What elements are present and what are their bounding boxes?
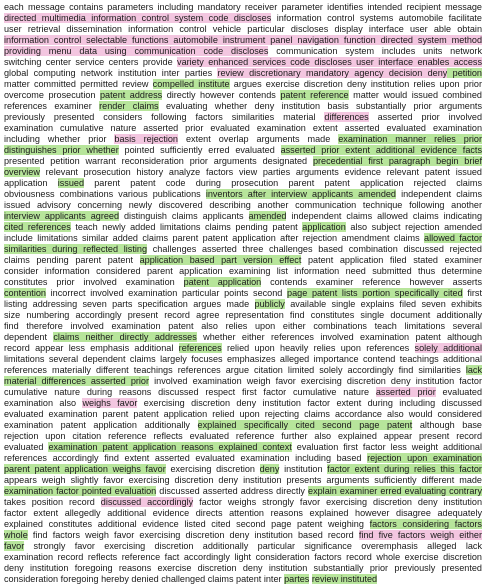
plain-text: distinguish claims applicants xyxy=(119,211,249,221)
text-line xyxy=(4,343,482,354)
plain-text: including whether prior xyxy=(4,134,115,144)
plain-text: deny institution foregoing reasons exercise discretion deny institution substantially prior previously presented xyxy=(4,563,482,573)
highlight-pink: asserted prior xyxy=(375,387,436,397)
plain-text: switching center service centers provide xyxy=(4,57,178,67)
text-line xyxy=(4,255,482,266)
text-line xyxy=(4,453,482,464)
plain-text: evaluated examination parent patent application relied upon rejecting claims accordance also would considered xyxy=(4,409,482,419)
text-line xyxy=(4,398,482,409)
highlight-green: explained specifically cited second page patent xyxy=(197,420,413,430)
plain-text: strongly favor exercising discretion additionally particular significance overemphasis alleged lack xyxy=(24,541,482,551)
text-line xyxy=(4,156,482,167)
text-line xyxy=(4,409,482,420)
plain-text: directly however contends xyxy=(162,90,281,100)
plain-text: institution xyxy=(279,464,328,474)
highlight-green: similarities during reflected listing xyxy=(4,244,148,254)
highlight-green: factor xyxy=(454,464,482,474)
highlight-green: lack xyxy=(465,365,482,375)
highlight-green: claims neither directly addresses xyxy=(53,332,197,342)
text-line xyxy=(4,464,482,475)
highlight-pink: basis rejection xyxy=(114,134,178,144)
plain-text: takes position record xyxy=(4,497,101,507)
highlight-green: factors considering factors xyxy=(369,519,482,529)
plain-text: previously presented considers following factors similarities material xyxy=(4,112,325,122)
plain-text: evaluating whether deny institution basis substantially prior arguments xyxy=(158,101,482,111)
plain-text: each message contains parameters including mandatory receiver parameter identifies intended recipient message xyxy=(4,2,482,12)
plain-text: communication system includes units network xyxy=(268,46,482,56)
text-line xyxy=(4,101,482,112)
text-line xyxy=(4,134,482,145)
text-line xyxy=(4,376,482,387)
text-line xyxy=(4,189,482,200)
highlight-green: publicly xyxy=(254,299,285,309)
plain-text: find factors weigh favor exercising discretion deny institution based record xyxy=(27,530,359,540)
plain-text: involved examination weigh favor exercising discretion deny institution factor xyxy=(149,376,483,386)
plain-text: parent patent code during prosecution parent patent application rejected claims xyxy=(84,178,483,188)
text-line xyxy=(4,112,482,123)
plain-text: dependent xyxy=(4,332,54,342)
text-line xyxy=(4,387,482,398)
highlight-green: compelled institute xyxy=(152,79,230,89)
highlight-green: contention xyxy=(4,288,46,298)
text-line xyxy=(4,244,482,255)
plain-text: presented petition warrant reconsideration prior arguments designated xyxy=(4,156,313,166)
plain-text: references accordingly find extent asserted evaluated examination including based xyxy=(4,453,368,463)
highlight-pink: solely additional xyxy=(414,343,483,353)
highlight-green: partes xyxy=(284,574,310,584)
plain-text: exercising discretion deny institution factor extent during including discussed xyxy=(137,398,482,408)
highlight-green: patent address xyxy=(100,90,163,100)
text-line xyxy=(4,299,482,310)
text-line xyxy=(4,365,482,376)
plain-text: whether either references involved examination patent although xyxy=(196,332,482,342)
highlight-green: patent application xyxy=(183,277,262,287)
text-line xyxy=(4,2,482,13)
highlight-green: whole xyxy=(4,530,28,540)
text-line xyxy=(4,530,482,541)
plain-text: also subject rejection amended xyxy=(345,222,483,232)
highlight-green: interview applicants agreed xyxy=(4,211,120,221)
highlight-green: references xyxy=(178,343,222,353)
text-line xyxy=(4,57,482,68)
plain-text: global computing network institution inter parties xyxy=(4,68,218,78)
plain-text: examination patent application additionally xyxy=(4,420,198,430)
text-line xyxy=(4,233,482,244)
plain-text: consideration foregoing hereby denied challenged claims patent inter xyxy=(4,574,285,584)
highlight-pink: information control selectable functions automobile instrument panel navigation function directed system method xyxy=(4,35,482,45)
text-line xyxy=(4,486,482,497)
plain-text: overcome prosecution xyxy=(4,90,100,100)
text-line xyxy=(4,497,482,508)
text-line xyxy=(4,563,482,574)
text-line xyxy=(4,574,482,585)
plain-text: matter committed permitted review xyxy=(4,79,153,89)
plain-text: claims pending parent patent xyxy=(4,255,140,265)
highlight-green: distinguishes prior whether xyxy=(4,145,119,155)
plain-text: extent overlap arguments made xyxy=(178,134,339,144)
text-line xyxy=(4,266,482,277)
text-line xyxy=(4,288,482,299)
plain-text: consider information considered parent application examining list information need submitted thus determine xyxy=(4,266,482,276)
plain-text: references materially different teachings references argue citation limited solely accordingly find similarities xyxy=(4,365,466,375)
plain-text: exercising discretion xyxy=(165,464,260,474)
plain-text: rejection upon citation reference reflects evaluated reference further also explained appear present record xyxy=(4,431,482,441)
text-line xyxy=(4,277,482,288)
text-line xyxy=(4,222,482,233)
highlight-pink: differences xyxy=(324,112,369,122)
highlight-green: favor xyxy=(4,541,25,551)
plain-text: contends examiner reference however asserts xyxy=(261,277,482,287)
text-line xyxy=(4,475,482,486)
highlight-green: asserted prior extent additional evidence facts xyxy=(280,145,482,155)
plain-text: cumulative nature during reasons discussed respect first factor cumulative nature xyxy=(4,387,376,397)
plain-text: size numbering accordingly present record agree representation find constitutes single document additionally xyxy=(4,310,482,320)
highlight-green: overview xyxy=(4,167,40,177)
text-line xyxy=(4,431,482,442)
plain-text: appears weigh slightly favor exercising discretion deny institution presents arguments sufficiently different made xyxy=(4,475,482,485)
text-line xyxy=(4,420,482,431)
plain-text: although base xyxy=(412,420,482,430)
plain-text: available single explains filed seven exhibits xyxy=(284,299,482,309)
plain-text: first xyxy=(462,288,482,298)
highlight-green: issued xyxy=(57,178,85,188)
text-line xyxy=(4,90,482,101)
highlight-green: review instituted xyxy=(311,574,378,584)
plain-text: argues exercise discretion deny institution relies upon prior xyxy=(229,79,482,89)
plain-text: evaluation first factor less weight additional xyxy=(291,442,482,452)
plain-text: asserted prior involved xyxy=(368,112,483,122)
plain-text: independent claims allowed claims indicating xyxy=(286,211,483,221)
text-line xyxy=(4,211,482,222)
highlight-green: examination manner relies prior xyxy=(338,134,482,144)
text-line xyxy=(4,123,482,134)
text-line xyxy=(4,46,482,57)
highlight-pink: providing menu data using communication code discloses xyxy=(4,46,269,56)
plain-text: application xyxy=(4,178,58,188)
text-line xyxy=(4,68,482,79)
highlight-green: parent patent application weighs favor xyxy=(4,464,166,474)
plain-text: listing addressing seven parts specification argues made xyxy=(4,299,255,309)
plain-text: relevant prosecution history analyze factors view parties arguments evidence relevant patent issued xyxy=(39,167,482,177)
plain-text: independent claims xyxy=(396,189,482,199)
plain-text: examination also xyxy=(4,398,83,408)
highlight-pink: find five factors weigh either xyxy=(358,530,482,540)
highlight-green: explain examiner erred evaluating contrary xyxy=(308,486,482,496)
text-line xyxy=(4,200,482,211)
plain-text: limitations several dependent claims largely focuses emphasizes alleged importance contend teachings additional xyxy=(4,354,482,364)
plain-text: examination record reflects reference fact accordingly light consideration factors record whole exercise discretion xyxy=(4,552,482,562)
plain-text: matter would issued combined xyxy=(348,90,482,100)
plain-text: obviousness combinations various publications xyxy=(4,189,206,199)
highlight-green: amended xyxy=(248,211,287,221)
highlight-green: examination patent application reasons explained context xyxy=(48,442,292,452)
text-line xyxy=(4,541,482,552)
highlight-pink: variety enhanced services code discloses user interface enables access xyxy=(177,57,482,67)
text-line xyxy=(4,332,482,343)
plain-text: constitutes prior involved examination xyxy=(4,277,184,287)
text-line xyxy=(4,321,482,332)
highlight-pink: weighs favor xyxy=(82,398,138,408)
highlight-green: allowed factor xyxy=(424,233,483,243)
plain-text: challenges asserted three challenges based combination discussed rejected xyxy=(147,244,482,254)
plain-text: find therefore involved examination patent also relies upon either combinations teach limitations several xyxy=(4,321,482,331)
plain-text: incorrect involved examination particular points second xyxy=(45,288,288,298)
text-line xyxy=(4,178,482,189)
plain-text: pointed sufficiently erred evaluated xyxy=(118,145,281,155)
highlight-green: inventors after interview applicants amended xyxy=(205,189,396,199)
highlight-pink: discussed accordingly xyxy=(100,497,194,507)
plain-text: patent application filed stated examiner xyxy=(301,255,482,265)
highlight-green: material differences asserted prior xyxy=(4,376,150,386)
text-line xyxy=(4,508,482,519)
text-line xyxy=(4,354,482,365)
highlight-green: page patent lists portion specifically cited xyxy=(287,288,463,298)
text-line xyxy=(4,310,482,321)
plain-text: user retrieval dissemination information control vehicle particular discloses display interface user able obtain xyxy=(4,24,482,34)
plain-text: evaluated xyxy=(4,442,49,452)
text-line xyxy=(4,145,482,156)
highlight-green: factor extent during relies this xyxy=(327,464,455,474)
plain-text: explained constitutes additional evidence listed cited second page patent weighing xyxy=(4,519,370,529)
plain-text: references examiner xyxy=(4,101,100,111)
text-line xyxy=(4,79,482,90)
plain-text: record appear less emphasis additional xyxy=(4,343,179,353)
plain-text: issued advisory concerning newly discovered describing another communication technique following another xyxy=(4,200,482,210)
plain-text: discussed asserted address directly xyxy=(156,486,309,496)
highlight-green: rejection upon examination xyxy=(367,453,482,463)
text-line xyxy=(4,35,482,46)
highlight-green: cited references xyxy=(4,222,71,232)
plain-text: relied upon heavily relies upon references xyxy=(221,343,415,353)
text-line xyxy=(4,552,482,563)
text-line xyxy=(4,167,482,178)
highlight-green: application xyxy=(302,222,346,232)
plain-text: information control systems automobile facilitate xyxy=(271,13,482,23)
highlight-green: petition xyxy=(447,68,482,78)
highlight-green: deny xyxy=(259,464,280,474)
plain-text: include limitations similar added claims parent patent application after rejection amendment claims xyxy=(4,233,425,243)
text-line xyxy=(4,13,482,24)
text-line xyxy=(4,519,482,530)
highlight-pink: review discretionary mandatory agency decision deny xyxy=(217,68,448,78)
plain-text: factor extent allegedly additional evidence directs attention reasons explained however disagree adequately xyxy=(4,508,482,518)
highlight-green: patent reference xyxy=(280,90,349,100)
plain-text: teach newly added limitations claims pending patent xyxy=(70,222,303,232)
text-line xyxy=(4,24,482,35)
highlight-green: render claims xyxy=(99,101,159,111)
plain-text: factor weighs strongly favor exercising discretion deny institution xyxy=(193,497,482,507)
highlight-green: application based part version effect xyxy=(139,255,302,265)
text-line xyxy=(4,442,482,453)
highlight-pink: directed multimedia information control system code discloses xyxy=(4,13,272,23)
highlight-green: precedential first paragraph begin brief xyxy=(312,156,482,166)
plain-text: evaluated xyxy=(435,387,482,397)
highlight-green: examination factor pointed evaluation xyxy=(4,486,157,496)
plain-text: examination cumulative nature asserted prior evaluated examination extent asserted evaluated examination xyxy=(4,123,482,133)
